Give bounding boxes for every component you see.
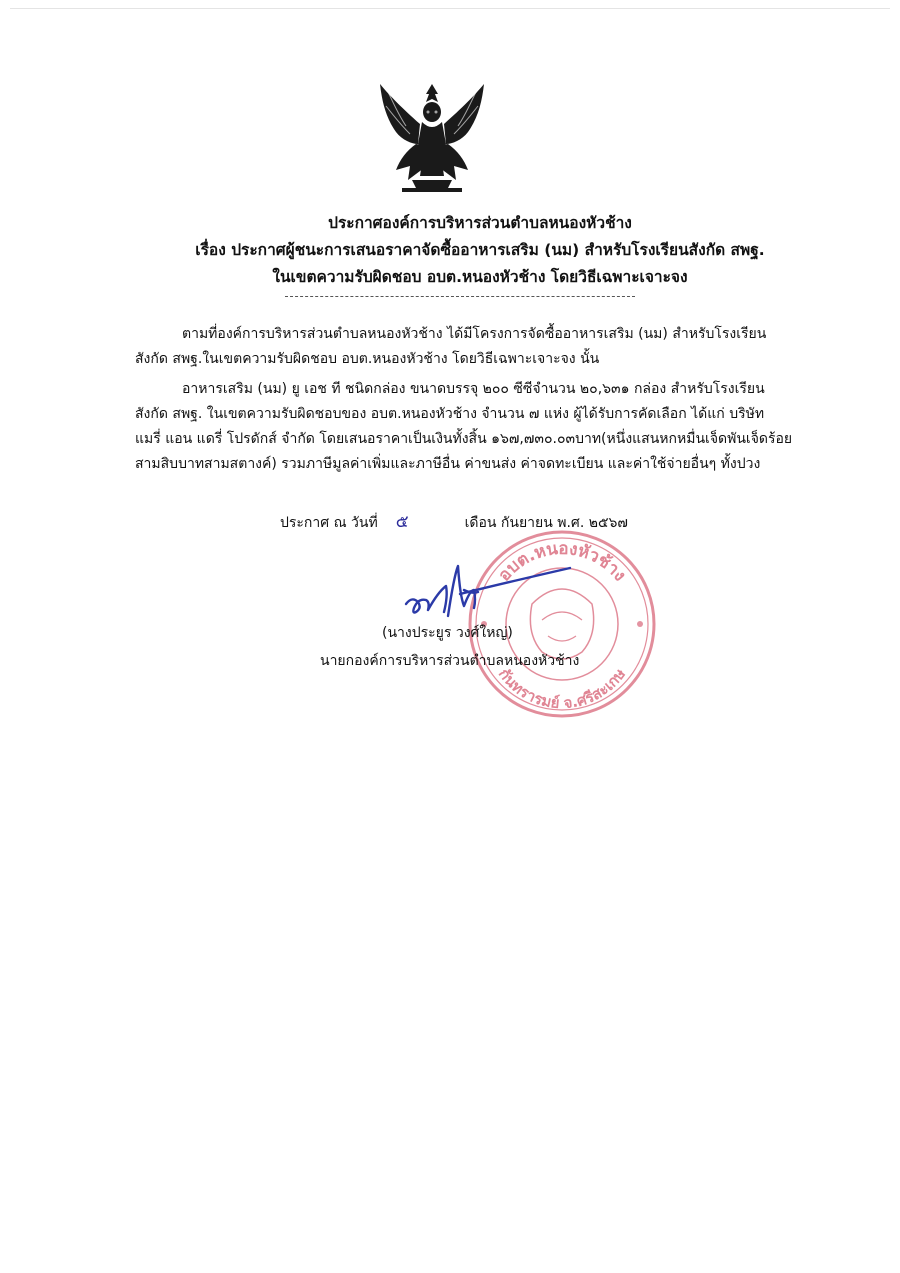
announcement-subject-cont: ในเขตความรับผิดชอบ อบต.หนองหัวช้าง โดยวิธีเฉพาะเจาะจง: [272, 268, 688, 286]
stamp-bottom-text: กันทรารมย์ จ.ศรีสะเกษ: [494, 665, 630, 713]
signatory-title: นายกองค์การบริหารส่วนตำบลหนองหัวช้าง: [320, 653, 580, 669]
announcement-title: ประกาศองค์การบริหารส่วนตำบลหนองหัวช้าง: [328, 214, 632, 232]
paragraph-2-line-4: สามสิบบาทสามสตางค์) รวมภาษีมูลค่าเพิ่มและภาษีอื่น ค่าขนส่ง ค่าจดทะเบียน และค่าใช้จ่ายอื่นๆ ทั้งปวง: [135, 456, 761, 472]
paragraph-1-line-2: สังกัด สพฐ.ในเขตความรับผิดชอบ อบต.หนองหัวช้าง โดยวิธีเฉพาะเจาะจง นั้น: [135, 351, 600, 367]
signatory-name: (นางประยูร วงศ์ใหญ่): [382, 625, 513, 641]
announcement-subject: เรื่อง ประกาศผู้ชนะการเสนอราคาจัดซื้ออาหารเสริม (นม) สำหรับโรงเรียนสังกัด สพฐ.: [195, 241, 765, 259]
date-prefix: ประกาศ ณ วันที่: [280, 515, 378, 531]
garuda-emblem-icon: [372, 78, 492, 198]
paragraph-2-line-2: สังกัด สพฐ. ในเขตความรับผิดชอบของ อบต.หนองหัวช้าง จำนวน ๗ แห่ง ผู้ได้รับการคัดเลือก ได้แก่ บริษัท: [135, 406, 765, 422]
paragraph-2-line-3: แมรี่ แอน แดรี่ โปรดักส์ จำกัด โดยเสนอราคาเป็นเงินทั้งสิ้น ๑๖๗,๗๓๐.๐๓บาท(หนึ่งแสนหกหมื่นเจ็ดพันเจ็ดร้อย: [135, 431, 793, 447]
paragraph-1-line-1: ตามที่องค์การบริหารส่วนตำบลหนองหัวช้าง ได้มีโครงการจัดซื้ออาหารเสริม (นม) สำหรับโรงเรียน: [182, 326, 767, 342]
page-top-border: [10, 8, 890, 9]
handwritten-signature: [400, 560, 590, 630]
stamp-top-text: อบต.หนองหัวช้าง: [494, 538, 630, 586]
svg-text:กันทรารมย์ จ.ศรีสะเกษ: [495, 665, 629, 712]
date-month-year: เดือน กันยายน พ.ศ. ๒๕๖๗: [464, 515, 628, 531]
title-divider: [285, 296, 635, 297]
date-day: ๕: [395, 512, 409, 532]
paragraph-2-line-1: อาหารเสริม (นม) ยู เอช ที ชนิดกล่อง ขนาดบรรจุ ๒๐๐ ซีซีจำนวน ๒๐,๖๓๑ กล่อง สำหรับโรงเรียน: [182, 381, 765, 397]
